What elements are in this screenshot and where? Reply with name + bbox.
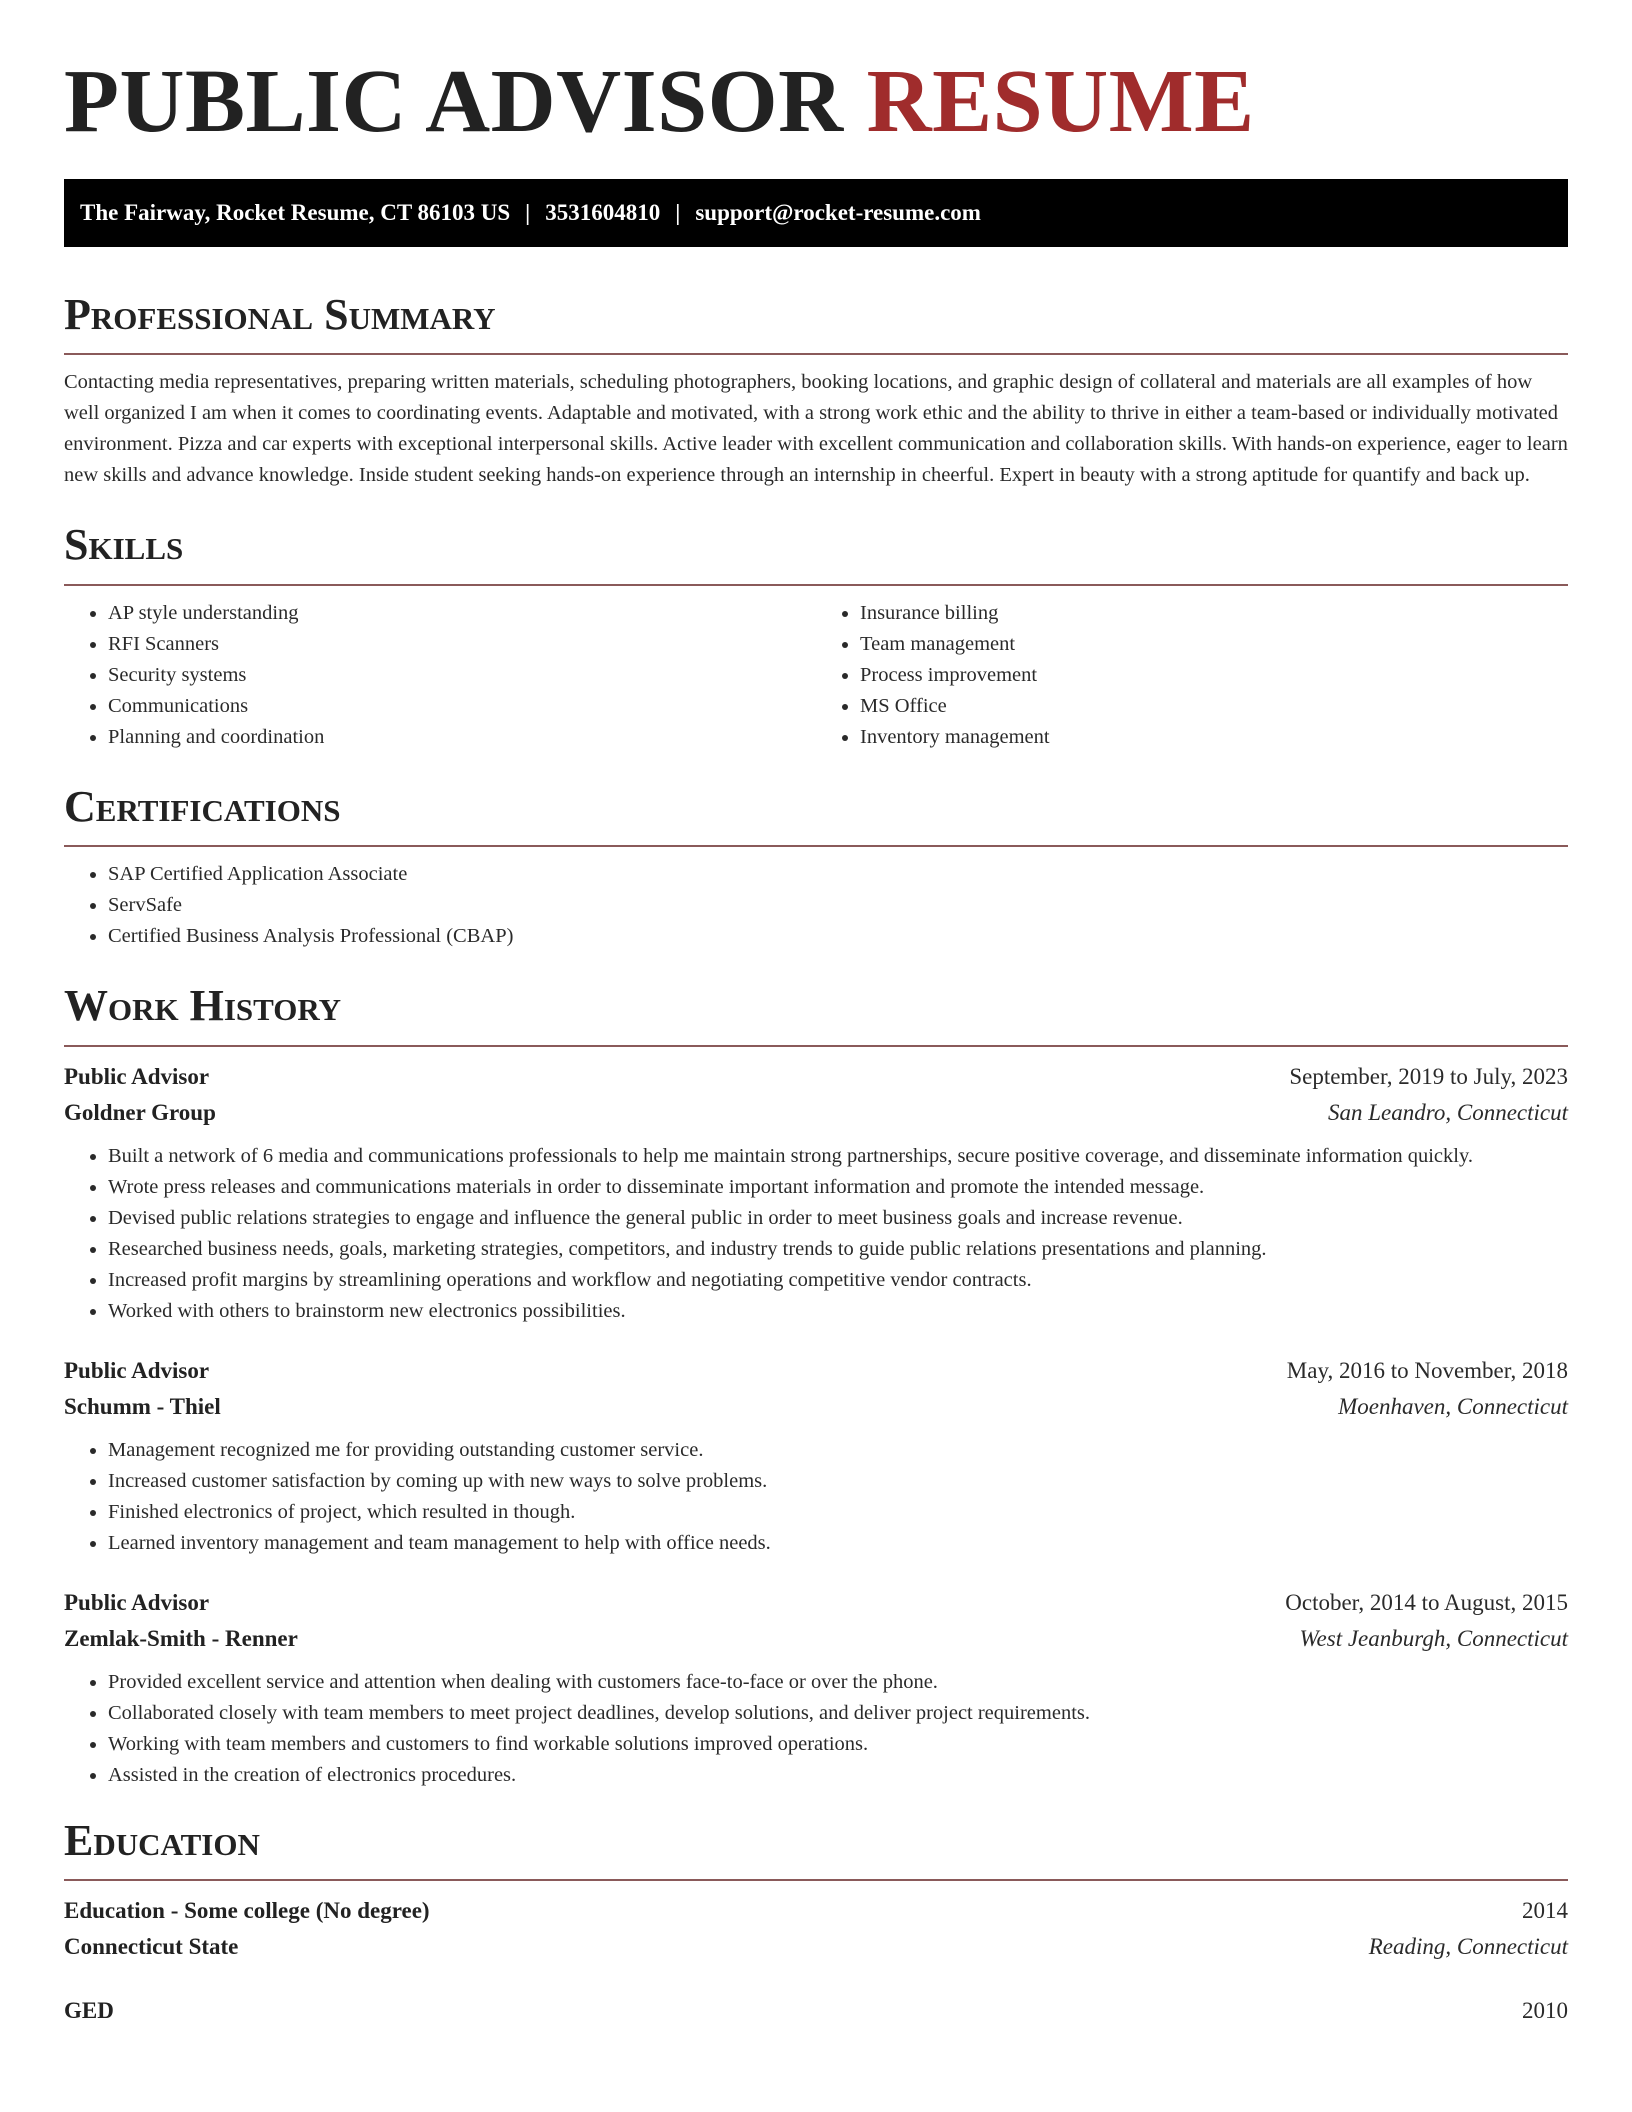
job-bullet: • Assisted in the creation of electronics procedures.	[108, 1760, 1568, 1791]
certification-item: • Certified Business Analysis Professional (CBAP)	[108, 921, 1568, 952]
job-dates: October, 2014 to August, 2015	[1285, 1589, 1568, 1615]
certification-item: • ServSafe	[108, 890, 1568, 921]
contact-separator: |	[525, 200, 531, 225]
job-bullet: • Wrote press releases and communications materials in order to disseminate important information and promote the intended message.	[108, 1172, 1568, 1203]
skill-item: • Communications	[108, 691, 816, 722]
job-dates: May, 2016 to November, 2018	[1286, 1357, 1568, 1383]
section-divider	[64, 584, 1568, 586]
job-bullet: • Researched business needs, goals, marketing strategies, competitors, and industry trends to guide public relations presentations and planning.	[108, 1234, 1568, 1265]
education-degree: GED	[64, 1997, 114, 2023]
job-bullet: • Finished electronics of project, which resulted in though.	[108, 1497, 1568, 1528]
job-entry	[64, 1059, 1568, 1327]
contact-bar	[64, 179, 1568, 247]
job-company: Goldner Group	[64, 1099, 216, 1125]
education-degree: Education - Some college (No degree)	[64, 1897, 430, 1923]
title-main: PUBLIC ADVISOR	[64, 52, 844, 151]
job-entry	[64, 1353, 1568, 1559]
skills-heading: Skills	[64, 520, 184, 570]
work-history-heading: Work History	[64, 981, 342, 1031]
job-header	[64, 1585, 1568, 1621]
job-header	[64, 1059, 1568, 1095]
certification-item: • SAP Certified Application Associate	[108, 859, 1568, 890]
section-divider	[64, 1879, 1568, 1881]
education-entry	[64, 1993, 1568, 2029]
skills-list	[64, 598, 1568, 753]
job-location: Moenhaven, Connecticut	[1338, 1393, 1568, 1419]
job-bullet: • Worked with others to brainstorm new electronics possibilities.	[108, 1296, 1568, 1327]
skills-column-right	[816, 598, 1568, 753]
skill-item: • Insurance billing	[860, 598, 1568, 629]
summary-heading: Professional Summary	[64, 290, 496, 339]
job-bullet: • Built a network of 6 media and communications professionals to help me maintain strong partnerships, secure positive coverage, and disseminate information quickly.	[108, 1141, 1568, 1172]
skill-item: • Team management	[860, 629, 1568, 660]
certifications-list	[64, 859, 1568, 952]
job-bullets	[64, 1141, 1568, 1327]
resume-title	[64, 52, 1568, 151]
job-title: Public Advisor	[64, 1589, 210, 1615]
job-bullet: • Provided excellent service and attention when dealing with customers face-to-face or over the phone.	[108, 1667, 1568, 1698]
contact-phone: 3531604810	[545, 200, 661, 225]
education-year: 2010	[1522, 1997, 1568, 2023]
job-location: San Leandro, Connecticut	[1328, 1099, 1568, 1125]
job-subheader	[64, 1621, 1568, 1657]
job-bullets	[64, 1667, 1568, 1791]
job-location: West Jeanburgh, Connecticut	[1299, 1625, 1568, 1651]
certifications-heading: Certifications	[64, 781, 341, 831]
education-header	[64, 1893, 1568, 1929]
education-school: Connecticut State	[64, 1933, 239, 1959]
job-entry	[64, 1585, 1568, 1791]
section-divider	[64, 353, 1568, 355]
education-location: Reading, Connecticut	[1368, 1933, 1568, 1959]
job-dates: September, 2019 to July, 2023	[1289, 1063, 1568, 1089]
education-heading: Education	[64, 1815, 260, 1865]
job-title: Public Advisor	[64, 1357, 210, 1383]
job-bullet: • Working with team members and customers to find workable solutions improved operations.	[108, 1729, 1568, 1760]
job-subheader	[64, 1095, 1568, 1131]
skill-item: • Process improvement	[860, 660, 1568, 691]
job-bullets	[64, 1435, 1568, 1559]
job-company: Zemlak-Smith - Renner	[64, 1625, 298, 1651]
contact-separator: |	[675, 200, 681, 225]
job-bullet: • Collaborated closely with team members to meet project deadlines, develop solutions, and deliver project requirements.	[108, 1698, 1568, 1729]
job-bullet: • Learned inventory management and team management to help with office needs.	[108, 1528, 1568, 1559]
job-bullet: • Management recognized me for providing outstanding customer service.	[108, 1435, 1568, 1466]
job-title: Public Advisor	[64, 1063, 210, 1089]
education-entry	[64, 1893, 1568, 1965]
skill-item: • MS Office	[860, 691, 1568, 722]
job-subheader	[64, 1389, 1568, 1425]
education-header	[64, 1993, 1568, 2029]
section-divider	[64, 845, 1568, 847]
title-accent: RESUME	[866, 52, 1255, 151]
job-bullet: • Increased customer satisfaction by coming up with new ways to solve problems.	[108, 1466, 1568, 1497]
skill-item: • RFI Scanners	[108, 629, 816, 660]
skill-item: • Planning and coordination	[108, 722, 816, 753]
skill-item: • AP style understanding	[108, 598, 816, 629]
education-subheader	[64, 1929, 1568, 1965]
skill-item: • Inventory management	[860, 722, 1568, 753]
skills-column-left	[64, 598, 816, 753]
skill-item: • Security systems	[108, 660, 816, 691]
contact-address: The Fairway, Rocket Resume, CT 86103 US	[80, 200, 511, 225]
section-divider	[64, 1045, 1568, 1047]
education-year: 2014	[1522, 1897, 1568, 1923]
contact-email: support@rocket-resume.com	[695, 200, 981, 225]
summary-text: Contacting media representatives, preparing written materials, scheduling photographers, booking locations, and graphic design of collateral and materials are all examples of how well organized I am when it comes to coordinating events. Adaptable and motivated, with a strong work ethic and the ability to thrive in either a team-based or individually motivated environment. Pizza and car experts with exceptional interpersonal skills. Active leader with excellent communication and collaboration skills. With hands-on experience, eager to learn new skills and advance knowledge. Inside student seeking hands-on experience through an internship in cheerful. Expert in beauty with a strong aptitude for quantify and back up.	[64, 371, 1568, 487]
job-bullet: • Devised public relations strategies to engage and influence the general public in order to meet business goals and increase revenue.	[108, 1203, 1568, 1234]
job-bullet: • Increased profit margins by streamlining operations and workflow and negotiating competitive vendor contracts.	[108, 1265, 1568, 1296]
job-header	[64, 1353, 1568, 1389]
job-company: Schumm - Thiel	[64, 1393, 221, 1419]
